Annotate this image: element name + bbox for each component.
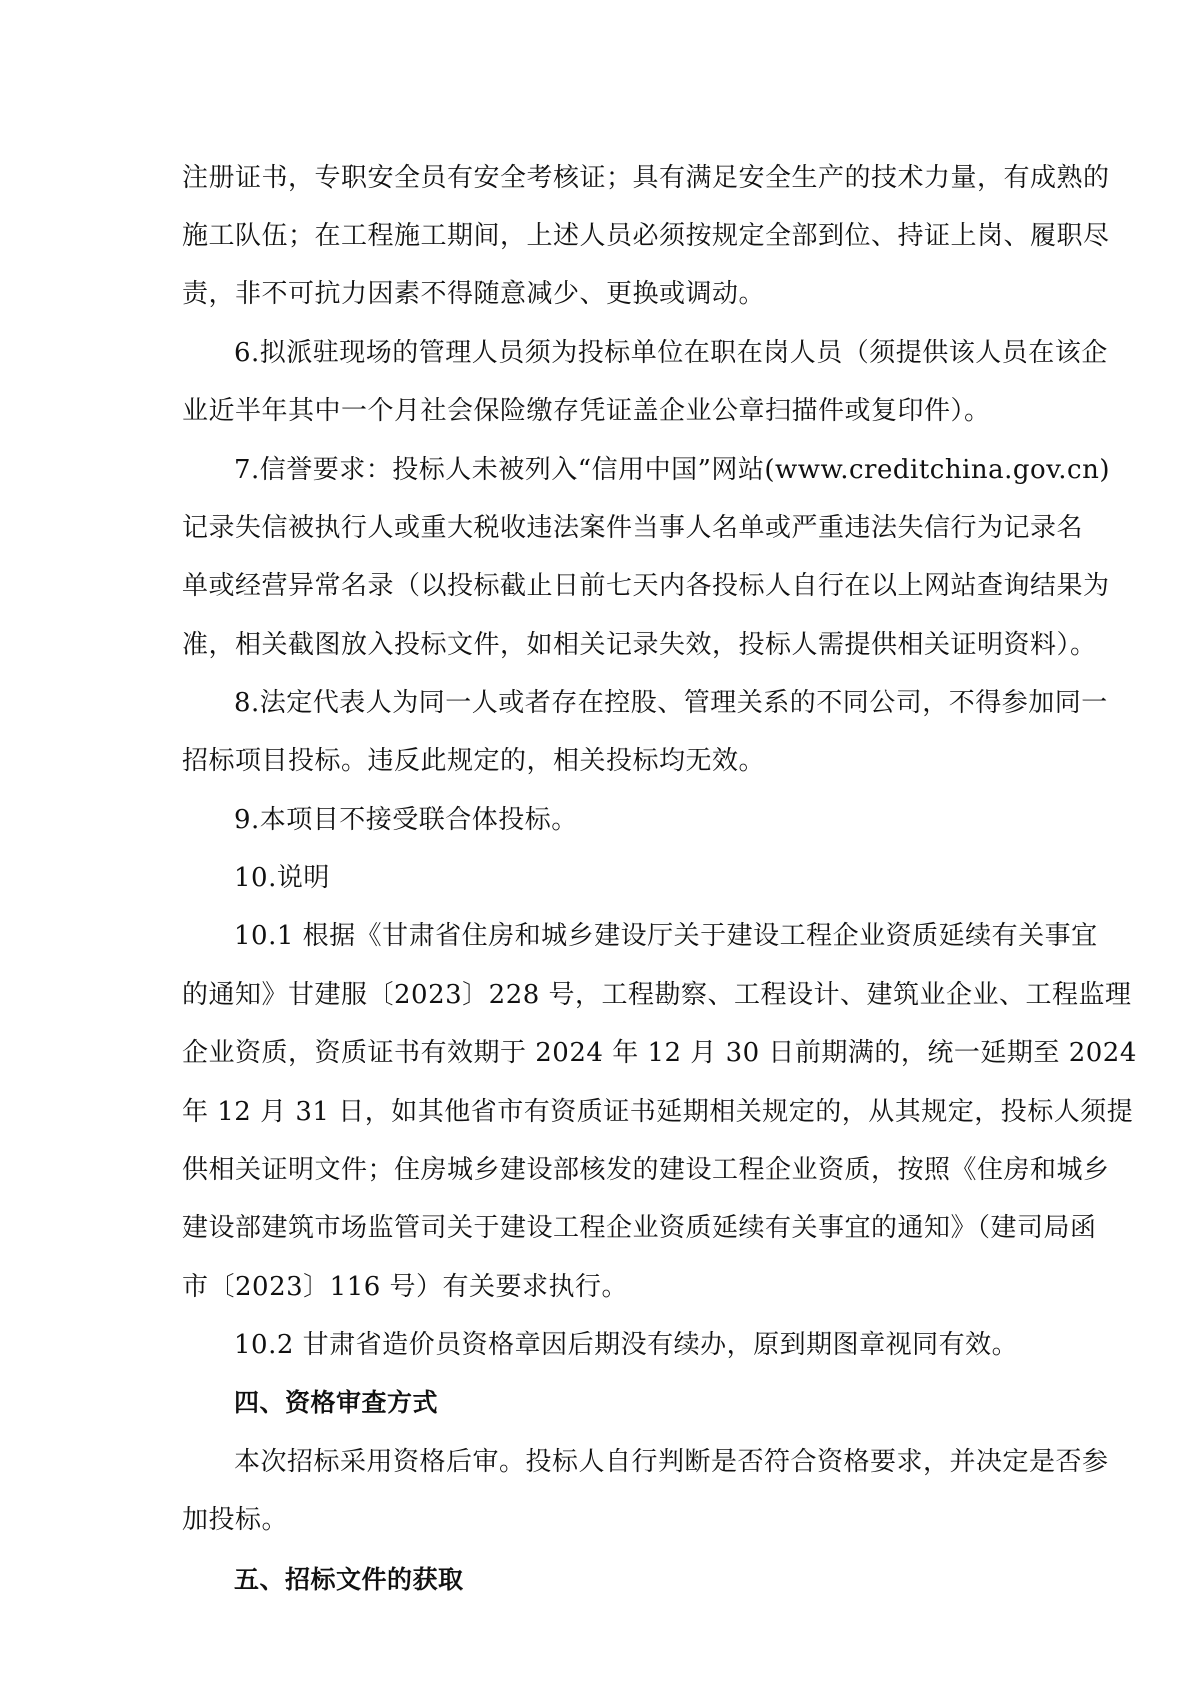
paragraph-line: 10.说明: [234, 863, 330, 893]
paragraph-line: 责，非不可抗力因素不得随意减少、更换或调动。: [182, 279, 766, 309]
paragraph-line: 市〔2023〕116 号）有关要求执行。: [182, 1272, 629, 1302]
paragraph-line: 业近半年其中一个月社会保险缴存凭证盖企业公章扫描件或复印件）。: [182, 396, 991, 426]
paragraph-line: 准，相关截图放入投标文件，如相关记录失效，投标人需提供相关证明资料）。: [182, 630, 1097, 660]
section-heading: 四、资格审查方式: [234, 1388, 439, 1417]
paragraph-line: 建设部建筑市场监管司关于建设工程企业资质延续有关事宜的通知》（建司局函: [182, 1213, 1097, 1243]
section-heading: 五、招标文件的获取: [234, 1565, 464, 1594]
paragraph-line: 注册证书，专职安全员有安全考核证；具有满足安全生产的技术力量，有成熟的: [182, 163, 1110, 193]
paragraph-line: 8.法定代表人为同一人或者存在控股、管理关系的不同公司，不得参加同一: [234, 688, 1108, 718]
paragraph-line: 企业资质，资质证书有效期于 2024 年 12 月 30 日前期满的，统一延期至 2024: [182, 1038, 1137, 1068]
paragraph-line: 的通知》甘建服〔2023〕228 号，工程勘察、工程设计、建筑业企业、工程监理: [182, 980, 1132, 1010]
paragraph-line: 施工队伍；在工程施工期间，上述人员必须按规定全部到位、持证上岗、履职尽: [182, 221, 1110, 251]
paragraph-line: 记录失信被执行人或重大税收违法案件当事人名单或严重违法失信行为记录名: [182, 513, 1084, 543]
paragraph-line: 招标项目投标。违反此规定的，相关投标均无效。: [182, 746, 766, 776]
paragraph-line: 供相关证明文件；住房城乡建设部核发的建设工程企业资质，按照《住房和城乡: [182, 1155, 1110, 1185]
paragraph-line: 10.1 根据《甘肃省住房和城乡建设厅关于建设工程企业资质延续有关事宜: [234, 921, 1098, 951]
paragraph-line: 6.拟派驻现场的管理人员须为投标单位在职在岗人员（须提供该人员在该企: [234, 338, 1108, 368]
paragraph-line: 本次招标采用资格后审。投标人自行判断是否符合资格要求，并决定是否参: [234, 1447, 1109, 1477]
paragraph-line: 10.2 甘肃省造价员资格章因后期没有续办，原到期图章视同有效。: [234, 1330, 1019, 1360]
paragraph-line: 年 12 月 31 日，如其他省市有资质证书延期相关规定的，从其规定，投标人须提: [182, 1097, 1134, 1127]
paragraph-line: 加投标。: [182, 1505, 289, 1535]
paragraph-line: 单或经营异常名录（以投标截止日前七天内各投标人自行在以上网站查询结果为: [182, 571, 1110, 601]
paragraph-line: 9.本项目不接受联合体投标。: [234, 805, 578, 835]
paragraph-line: 7.信誉要求：投标人未被列入“信用中国”网站(www.creditchina.gov.cn): [234, 455, 1111, 485]
